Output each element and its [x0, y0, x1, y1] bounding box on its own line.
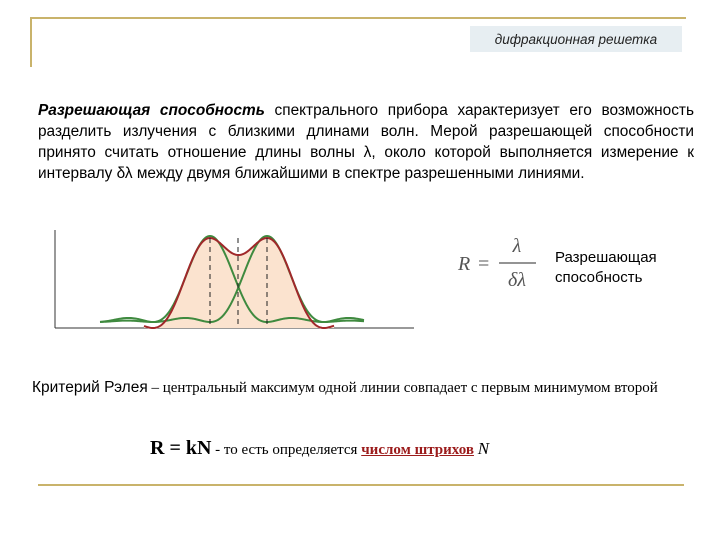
rayleigh-text: центральный максимум одной линии совпадает с первым минимумом второй: [162, 380, 658, 396]
resolving-power-formula: [456, 232, 556, 292]
frame-bottom-border: [38, 484, 684, 486]
rayleigh-dash: –: [147, 380, 163, 396]
formula-denominator: δλ: [508, 269, 526, 291]
formula-equals: =: [478, 253, 490, 275]
result-symbol: N: [477, 439, 490, 458]
formula-label: [555, 248, 705, 288]
rayleigh-term: Критерий Рэлея: [32, 379, 148, 396]
resolving-power-diagram: [52, 228, 417, 333]
result-highlight: числом штрихов: [361, 442, 474, 458]
definition-body: спектрального прибора характеризует его возможность разделить излучения с близкими длинами волн. Мерой разрешающей способности принято считать отношение длины волны λ, около которой выполняется измерение к интервалу δλ между двумя ближайшими в спектре разрешенными линиями.: [38, 102, 694, 182]
topic-tag: дифракционная решетка: [470, 26, 682, 52]
result-prefix: - то есть определяется: [211, 442, 362, 458]
definition-term: Разрешающая способность: [38, 102, 265, 119]
result-line: [150, 437, 489, 460]
frame-left-border: [30, 17, 32, 67]
definition-paragraph: [38, 100, 694, 184]
result-equation: R = kN: [150, 437, 212, 459]
formula-label-line1: Разрешающая: [555, 249, 657, 266]
formula-label-line2: способность: [555, 269, 643, 286]
formula-numerator: λ: [512, 235, 522, 257]
rayleigh-criterion: [32, 377, 692, 399]
frame-top-border: [30, 17, 686, 19]
formula-lhs: R: [458, 253, 471, 275]
